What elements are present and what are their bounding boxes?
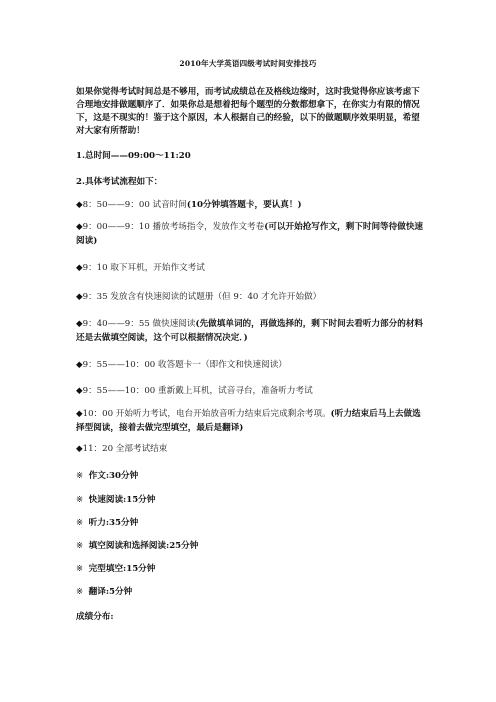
schedule-note: (先做填单词的，再做选择的，剩下时间去看听力部分的材料还是去做填空阅读，这个可以根据情况决定．) — [76, 319, 424, 343]
schedule-item — [76, 408, 426, 435]
schedule-item — [76, 221, 426, 248]
flow-heading: 2.具体考试流程如下： — [76, 177, 163, 187]
schedule-time-text: 10：00 开始听力考试，电台开始放音听力结束后完成剩余考项。 — [82, 409, 331, 419]
diamond-bullet-icon: ◆ — [76, 319, 83, 329]
schedule-item — [76, 385, 426, 399]
document-title: 2010年大学英语四级考试时间安排技巧 — [179, 59, 317, 68]
diamond-bullet-icon: ◆ — [76, 360, 83, 370]
schedule-item — [76, 318, 426, 345]
diamond-bullet-icon: ◆ — [76, 200, 83, 210]
schedule-note: (10分钟填答题卡，要认真！) — [186, 200, 302, 210]
schedule-item — [76, 359, 426, 373]
intro-paragraph: 如果你觉得考试时间总是不够用，而考试成绩总在及格线边缘时，这时我觉得你应该考虑下合理地安排做题顺序了．如果你总是想着把每个题型的分数都想拿下，在你实力有限的情况下，这是不现实的！鉴于这个原因，本人根据自己的经验，以下的做题顺序效果明显，希望对大家有所帮助！ — [76, 87, 420, 136]
reference-mark-icon: ※ — [76, 564, 84, 574]
diamond-bullet-icon: ◆ — [76, 409, 83, 419]
score-heading: 成绩分布: — [76, 612, 114, 622]
total-time-line: 1.总时间——09:00～11:20 — [76, 151, 191, 161]
schedule-time-text: 9：40——9：55 做快速阅读 — [82, 319, 196, 329]
allocation-text: 翻译:5分钟 — [88, 587, 133, 597]
allocation-text: 完型填空:15分钟 — [88, 564, 156, 574]
allocation-item — [76, 470, 426, 484]
diamond-bullet-icon: ◆ — [76, 292, 83, 302]
diamond-bullet-icon: ◆ — [76, 444, 83, 454]
schedule-note: (可以开始抢写作文，剩下时间等待做快速阅读) — [76, 222, 424, 246]
schedule-time-text: 9：35 发放含有快速阅读的试题册（但 9：40 才允许开始做） — [82, 292, 322, 302]
reference-mark-icon: ※ — [76, 495, 84, 505]
schedule-time-text: 9：55——10：00 重新戴上耳机，试音寻台，准备听力考试 — [82, 386, 313, 396]
allocation-item — [76, 517, 426, 531]
allocation-text: 作文:30分钟 — [88, 471, 139, 481]
schedule-item — [76, 291, 426, 305]
schedule-time-text: 8：50——9：00 试音时间 — [82, 200, 187, 210]
allocation-text: 快速阅读:15分钟 — [88, 495, 156, 505]
schedule-item — [76, 443, 426, 457]
reference-mark-icon: ※ — [76, 587, 84, 597]
diamond-bullet-icon: ◆ — [76, 222, 83, 232]
schedule-item — [76, 262, 426, 276]
schedule-time-text: 11：20 全部考试结束 — [82, 444, 168, 454]
reference-mark-icon: ※ — [76, 518, 84, 528]
allocation-text: 听力:35分钟 — [88, 518, 139, 528]
schedule-time-text: 9：55——10：00 收答题卡一（即作文和快速阅读） — [82, 360, 287, 370]
diamond-bullet-icon: ◆ — [76, 386, 83, 396]
allocation-text: 填空阅读和选择阅读:25分钟 — [88, 541, 199, 551]
diamond-bullet-icon: ◆ — [76, 263, 83, 273]
schedule-note: (听力结束后马上去做选择型阅读，接着去做完型填空，最后是翻译) — [76, 409, 421, 433]
reference-mark-icon: ※ — [76, 541, 84, 551]
schedule-time-text: 9：10 取下耳机，开始作文考试 — [82, 263, 205, 273]
allocation-item — [76, 494, 426, 508]
allocation-item — [76, 586, 426, 600]
reference-mark-icon: ※ — [76, 471, 84, 481]
allocation-item — [76, 563, 426, 577]
schedule-time-text: 9：00——9：10 播放考场指令，发放作文考卷 — [82, 222, 265, 232]
allocation-item — [76, 540, 426, 554]
schedule-item — [76, 199, 426, 213]
